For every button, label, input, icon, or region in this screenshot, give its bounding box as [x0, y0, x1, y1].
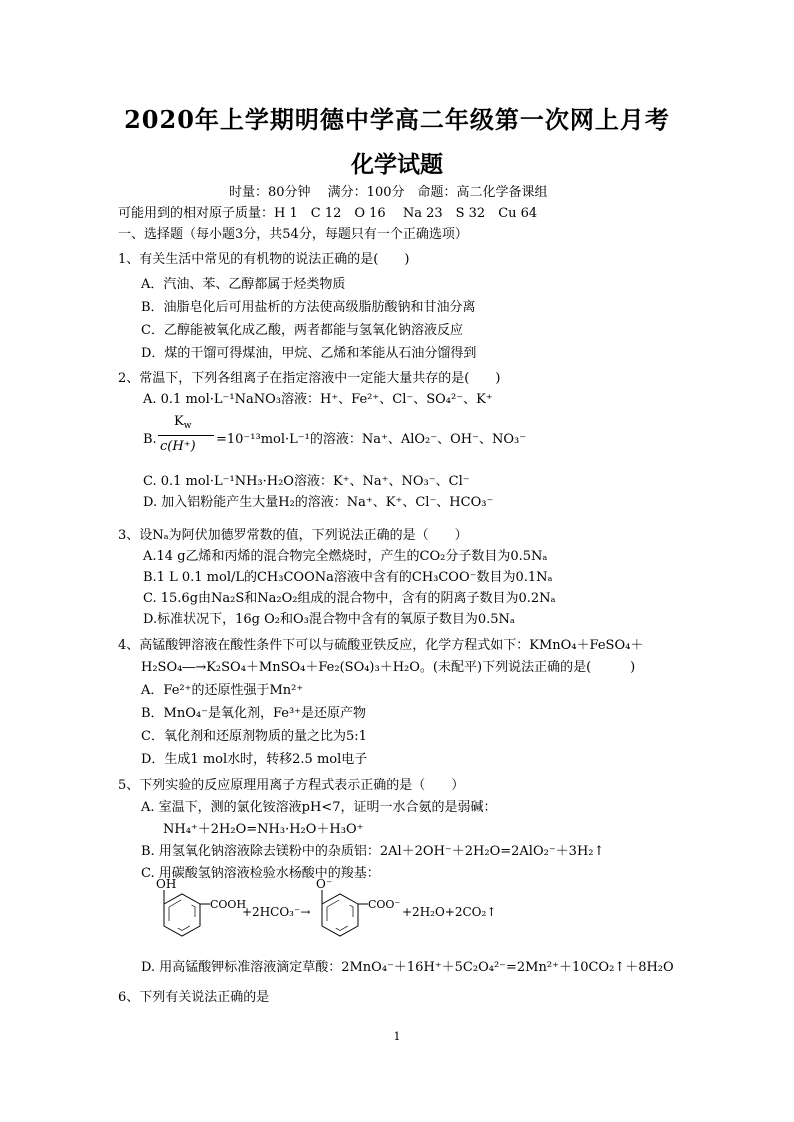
kw-denominator: c(H⁺) [160, 439, 196, 454]
question-3-stem: 3、设Nₐ为阿伏加德罗常数的值，下列说法正确的是（ ） [118, 528, 468, 543]
hydroxyl-label: OH [156, 877, 177, 891]
exam-title: 2020年上学期明德中学高二年级第一次网上月考 [124, 105, 670, 134]
carboxyl-label: COOH [210, 898, 247, 911]
question-2-option-a: A. 0.1 mol·L⁻¹NaNO₃溶液：H⁺、Fe²⁺、Cl⁻、SO₄²⁻、K⁺ [143, 392, 493, 407]
question-5-option-d: D. 用高锰酸钾标准溶液滴定草酸：2MnO₄⁻＋16H⁺＋5C₂O₄²⁻=2Mn²⁺＋10CO₂↑＋8H₂O [141, 960, 674, 975]
question-4-option-a: A．Fe²⁺的还原性强于Mn²⁺ [141, 683, 304, 698]
question-3-option-d: D.标准状况下，16g O₂和O₃混合物中含有的氧原子数目为0.5Nₐ [143, 612, 515, 627]
question-4-stem-line-2: H₂SO₄―→K₂SO₄＋MnSO₄＋Fe₂(SO₄)₃＋H₂O。(未配平)下列说法正确的是( ) [141, 660, 636, 675]
question-5-option-b: B. 用氢氧化钠溶液除去镁粉中的杂质铝：2Al＋2OH⁻＋2H₂O=2AlO₂⁻＋3H₂↑ [141, 844, 605, 859]
question-2-stem: 2、常温下，下列各组离子在指定溶液中一定能大量共存的是( ) [118, 371, 501, 386]
question-2-option-d: D. 加入铝粉能产生大量H₂的溶液：Na⁺、K⁺、Cl⁻、HCO₃⁻ [143, 495, 494, 510]
phenoxide-label: O⁻ [316, 877, 333, 891]
benzene-ring-left-inner [169, 900, 195, 931]
reactant-plus-label: +2HCO₃⁻→ [242, 905, 311, 919]
question-1-option-c: C．乙醇能被氧化成乙酸，两者都能与氢氧化钠溶液反应 [141, 323, 463, 338]
fraction-bar [158, 435, 214, 436]
exam-info: 时量：80分钟 满分：100分 命题：高二化学备课组 [229, 185, 548, 200]
kw-fraction [158, 414, 214, 464]
question-4-option-b: B．MnO₄⁻是氧化剂，Fe³⁺是还原产物 [141, 706, 367, 721]
question-1-option-b: B．油脂皂化后可用盐析的方法使高级脂肪酸钠和甘油分离 [141, 300, 476, 315]
question-3-option-b: B.1 L 0.1 mol/L的CH₃COONa溶液中含有的CH₃COO⁻数目为0.1Nₐ [143, 570, 553, 585]
question-5-option-a-equation: NH₄⁺＋2H₂O=NH₃·H₂O＋H₃O⁺ [163, 822, 364, 837]
benzene-ring-right-inner [327, 900, 353, 931]
question-4-option-d: D．生成1 mol水时，转移2.5 mol电子 [141, 752, 368, 767]
question-1-option-a: A．汽油、苯、乙醇都属于烃类物质 [141, 277, 346, 292]
question-5-stem: 5、下列实验的反应原理用离子方程式表示正确的是（ ） [118, 778, 465, 793]
question-2-option-c: C. 0.1 mol·L⁻¹NH₃·H₂O溶液：K⁺、Na⁺、NO₃⁻、Cl⁻ [143, 474, 470, 489]
question-2-option-b: =10⁻¹³mol·L⁻¹的溶液：Na⁺、AlO₂⁻、OH⁻、NO₃⁻ [216, 432, 527, 447]
question-3-option-c: C. 15.6g由Na₂S和Na₂O₂组成的混合物中，含有的阴离子数目为0.2Nₐ [143, 591, 556, 606]
benzene-ring-left [164, 894, 200, 936]
benzene-ring-right [322, 894, 358, 936]
question-1-stem: 1、有关生活中常见的有机物的说法正确的是( ) [118, 252, 410, 267]
atomic-masses: 可能用到的相对原子质量：H 1 C 12 O 16 Na 23 S 32 Cu 64 [118, 206, 538, 221]
page-number: 1 [393, 1030, 401, 1043]
question-6-stem: 6、下列有关说法正确的是 [118, 990, 270, 1005]
question-2-option-b-label: B. [143, 432, 157, 447]
kw-numerator: K [174, 414, 184, 429]
question-4-option-c: C．氧化剂和还原剂物质的量之比为5:1 [141, 729, 367, 744]
section-heading: 一、选择题（每小题3分，共54分，每题只有一个正确选项） [118, 227, 468, 242]
question-3-option-a: A.14 g乙烯和丙烯的混合物完全燃烧时，产生的CO₂分子数目为0.5Nₐ [143, 549, 548, 564]
question-5-option-c: C. 用碳酸氢钠溶液检验水杨酸中的羧基： [141, 866, 380, 881]
question-4-stem-line-1: 4、高锰酸钾溶液在酸性条件下可以与硫酸亚铁反应，化学方程式如下：KMnO₄＋FeSO₄＋ [118, 638, 644, 653]
exam-subtitle: 化学试题 [351, 151, 443, 178]
products-label: +2H₂O+2CO₂↑ [402, 905, 497, 919]
salicylic-reaction-diagram [144, 876, 624, 952]
question-5-option-a: A. 室温下，测的氯化铵溶液pH<7，证明一水合氨的是弱碱： [141, 800, 497, 815]
question-1-option-d: D．煤的干馏可得煤油，甲烷、乙烯和苯能从石油分馏得到 [141, 346, 477, 361]
kw-subscript: w [183, 421, 192, 431]
carboxylate-label: COO⁻ [368, 898, 401, 911]
